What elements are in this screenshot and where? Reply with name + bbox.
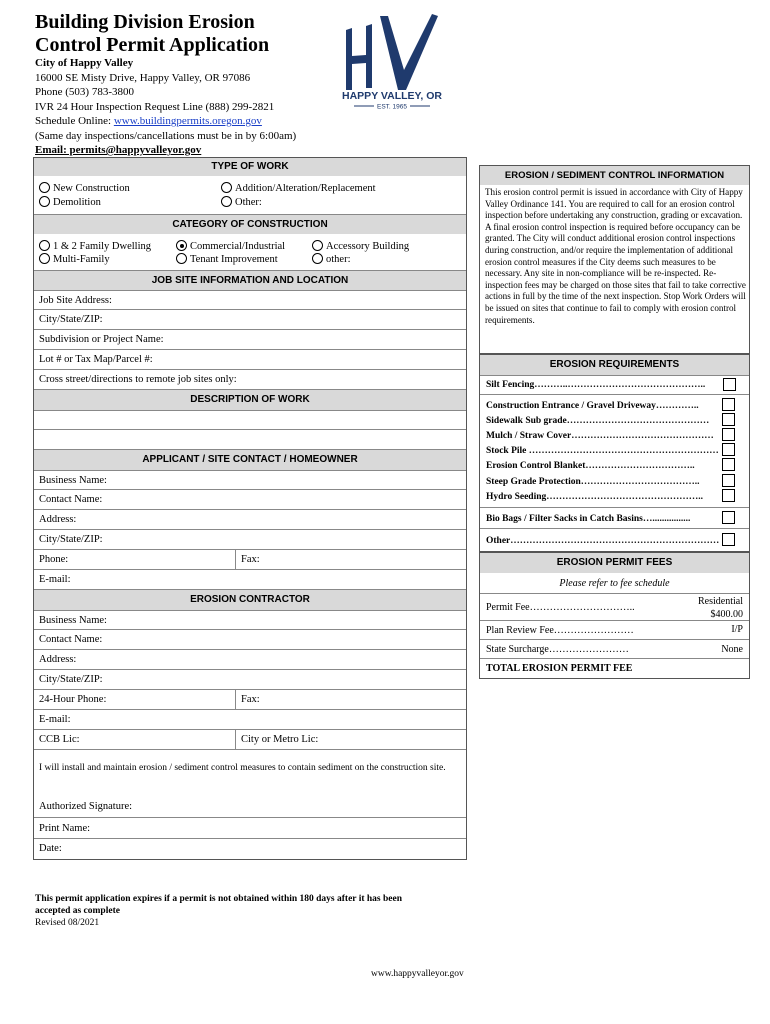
requirement-mulch: Mulch / Straw Cover………………………………………	[486, 431, 714, 441]
authorized-signature-field[interactable]: Authorized Signature:	[34, 796, 466, 818]
revised-date: Revised 08/2021	[35, 918, 100, 928]
radio-icon[interactable]	[39, 253, 50, 264]
ccb-lic-field[interactable]: CCB Lic:	[34, 730, 236, 750]
same-day-note: (Same day inspections/cancellations must be in by 6:00am)	[35, 129, 297, 142]
erosion-info-text: This erosion control permit is issued in accordance with City of Happy Valley Ordinance 141. You are required to call for an erosion control inspection before undertaking any construction, grading or excavation. A final erosion control inspection is required before occupancy can be granted. The City will conduct additional erosion control inspections during construction, and/or require the implementation of additional erosion control measures if the City deems such measures to be necessary. Any site in non-compliance will be re-inspected. Re-inspection fees may be charged on those sites that fail to take corrective actions in full by the time of the next inspection. Stop Work Orders will be issued on sites that continue to fail to comply with erosion control requirements.	[485, 187, 746, 325]
applicant-address-field[interactable]: Address:	[34, 510, 466, 530]
checkbox-blanket[interactable]	[722, 458, 735, 471]
requirement-steep-grade: Steep Grade Protection………………………………..	[486, 477, 700, 487]
print-name-field[interactable]: Print Name:	[34, 818, 466, 839]
requirement-hydro-seeding: Hydro Seeding…………………………………………..	[486, 492, 704, 502]
contractor-phone-field[interactable]: 24-Hour Phone:	[34, 690, 236, 710]
radio-icon[interactable]	[39, 182, 50, 193]
checkbox-hydro-seeding[interactable]	[722, 489, 735, 502]
applicant-heading: APPLICANT / SITE CONTACT / HOMEOWNER	[34, 450, 466, 470]
install-statement: I will install and maintain erosion / sediment control measures to contain sediment on the construction site.	[39, 763, 446, 773]
contractor-fax-field[interactable]: Fax:	[236, 690, 466, 710]
radio-selected-icon[interactable]	[176, 240, 187, 251]
subdivision-field[interactable]: Subdivision or Project Name:	[34, 330, 466, 350]
radio-icon[interactable]	[312, 253, 323, 264]
contractor-business-field[interactable]: Business Name:	[34, 610, 466, 630]
date-field[interactable]: Date:	[39, 843, 62, 854]
residential-label: Residential	[698, 596, 743, 607]
radio-icon[interactable]	[39, 240, 50, 251]
permit-fee-value: $400.00	[710, 609, 743, 620]
job-site-address-field[interactable]: Job Site Address:	[34, 290, 466, 310]
logo-est: EST. 1965	[377, 103, 407, 110]
applicant-business-field[interactable]: Business Name:	[34, 470, 466, 490]
requirements-heading: EROSION REQUIREMENTS	[480, 355, 749, 375]
city-address: 16000 SE Misty Drive, Happy Valley, OR 97086	[35, 71, 251, 84]
requirement-bio-bags: Bio Bags / Filter Sacks in Catch Basins…................	[486, 514, 691, 524]
requirement-silt-fencing: Silt Fencing………..……………………………………..	[486, 380, 706, 390]
applicant-fax-field[interactable]: Fax:	[236, 550, 466, 570]
radio-other-work[interactable]: Other:	[221, 196, 262, 208]
radio-commercial[interactable]: Commercial/Industrial	[176, 240, 285, 252]
requirement-other: Other…………………………………………………………	[486, 536, 720, 546]
contractor-contact-field[interactable]: Contact Name:	[34, 630, 466, 650]
radio-addition[interactable]: Addition/Alteration/Replacement	[221, 182, 376, 194]
radio-icon[interactable]	[312, 240, 323, 251]
radio-tenant-improvement[interactable]: Tenant Improvement	[176, 253, 278, 265]
schedule-online: Schedule Online: www.buildingpermits.oregon.gov	[35, 115, 262, 127]
state-surcharge-value: None	[721, 644, 743, 655]
job-site-heading: JOB SITE INFORMATION AND LOCATION	[34, 270, 466, 290]
checkbox-construction-entrance[interactable]	[722, 398, 735, 411]
checkbox-stock-pile[interactable]	[722, 443, 735, 456]
metro-lic-field[interactable]: City or Metro Lic:	[236, 730, 466, 750]
radio-icon[interactable]	[221, 182, 232, 193]
applicant-contact-field[interactable]: Contact Name:	[34, 490, 466, 510]
lot-field[interactable]: Lot # or Tax Map/Parcel #:	[34, 350, 466, 370]
checkbox-bio-bags[interactable]	[722, 511, 735, 524]
cross-street-field[interactable]: Cross street/directions to remote job sites only:	[34, 370, 466, 390]
contractor-heading: EROSION CONTRACTOR	[34, 590, 466, 610]
logo-name: HAPPY VALLEY, OR	[342, 90, 442, 102]
description-line-1[interactable]	[34, 410, 466, 430]
hv-logo-icon	[332, 8, 452, 110]
checkbox-other[interactable]	[722, 533, 735, 546]
expiry-note: This permit application expires if a permit is not obtained within 180 days after it has been accepted as complete	[35, 894, 402, 916]
applicant-email-field[interactable]: E-mail:	[34, 570, 466, 590]
radio-icon[interactable]	[221, 196, 232, 207]
state-surcharge-label: State Surcharge……………………	[486, 644, 629, 655]
city-name: City of Happy Valley	[35, 57, 134, 69]
fee-schedule-note: Please refer to fee schedule	[559, 578, 670, 589]
contact-info	[35, 56, 296, 158]
requirement-sidewalk: Sidewalk Sub grade………………………………………	[486, 416, 710, 426]
type-of-work-heading: TYPE OF WORK	[34, 158, 466, 176]
ivr-line: IVR 24 Hour Inspection Request Line (888) 299-2821	[35, 100, 275, 113]
contractor-address-field[interactable]: Address:	[34, 650, 466, 670]
plan-review-fee-label: Plan Review Fee……………………	[486, 625, 634, 636]
permit-fee-label: Permit Fee…………………………..	[486, 602, 635, 613]
checkbox-sidewalk[interactable]	[722, 413, 735, 426]
plan-review-fee-value: I/P	[731, 624, 743, 635]
website-footer[interactable]: www.happyvalleyor.gov	[371, 969, 464, 979]
schedule-link[interactable]: www.buildingpermits.oregon.gov	[113, 115, 262, 127]
total-fee-label: TOTAL EROSION PERMIT FEE	[486, 663, 633, 674]
applicant-city-field[interactable]: City/State/ZIP:	[34, 530, 466, 550]
radio-icon[interactable]	[39, 196, 50, 207]
radio-accessory[interactable]: Accessory Building	[312, 240, 409, 252]
category-heading: CATEGORY OF CONSTRUCTION	[34, 214, 466, 234]
email-link[interactable]: Email: permits@happyvalleyor.gov	[35, 144, 202, 156]
radio-icon[interactable]	[176, 253, 187, 264]
city-phone: Phone (503) 783-3800	[35, 86, 134, 98]
checkbox-steep-grade[interactable]	[722, 474, 735, 487]
radio-multi-family[interactable]: Multi-Family	[39, 253, 110, 265]
job-site-city-field[interactable]: City/State/ZIP:	[34, 310, 466, 330]
contractor-city-field[interactable]: City/State/ZIP:	[34, 670, 466, 690]
page-title: Building Division Erosion Control Permit Application	[35, 11, 270, 56]
applicant-phone-field[interactable]: Phone:	[34, 550, 236, 570]
description-heading: DESCRIPTION OF WORK	[34, 390, 466, 410]
requirement-construction-entrance: Construction Entrance / Gravel Driveway…………..	[486, 401, 699, 411]
happy-valley-logo	[332, 8, 452, 110]
radio-new-construction[interactable]: New Construction	[39, 182, 130, 194]
fees-heading: EROSION PERMIT FEES	[480, 553, 749, 573]
radio-other-category[interactable]: other:	[312, 253, 351, 265]
checkbox-silt-fencing[interactable]	[723, 378, 736, 391]
requirement-stock-pile: Stock Pile ……………………………………………………	[486, 446, 719, 456]
checkbox-mulch[interactable]	[722, 428, 735, 441]
description-line-2[interactable]	[34, 430, 466, 450]
erosion-info-heading: EROSION / SEDIMENT CONTROL INFORMATION	[480, 166, 749, 185]
contractor-email-field[interactable]: E-mail:	[34, 710, 466, 730]
requirement-blanket: Erosion Control Blanket……………………………..	[486, 461, 695, 471]
radio-demolition[interactable]: Demolition	[39, 196, 101, 208]
radio-family-dwelling[interactable]: 1 & 2 Family Dwelling	[39, 240, 151, 252]
